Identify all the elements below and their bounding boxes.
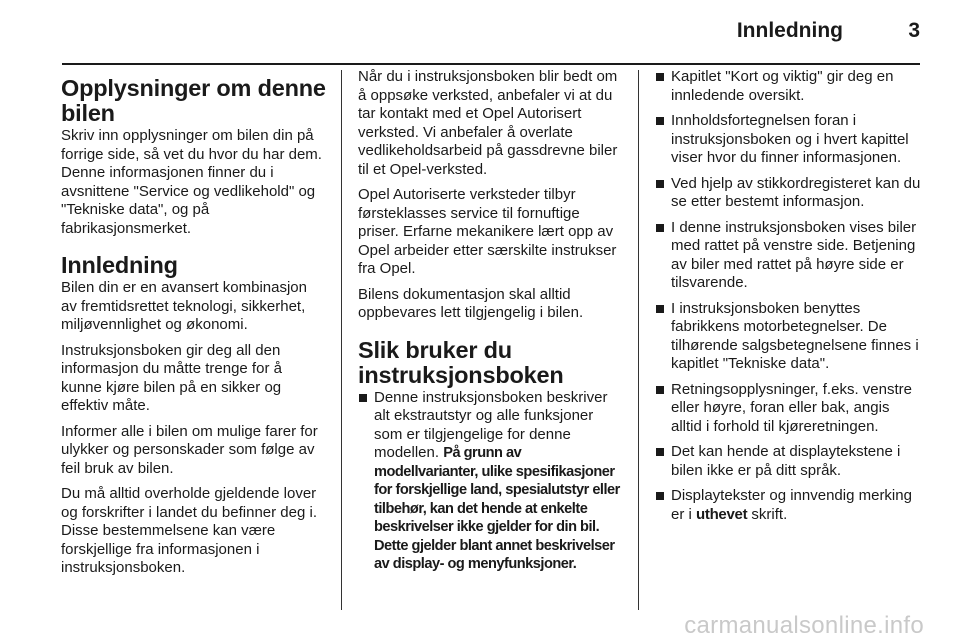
column-2 — [358, 68, 623, 581]
list-item-text: I denne instruksjonsboken vises biler med rattet på venstre side. Betjening av biler med rattet på høyre side er tilsvarende. — [671, 218, 917, 291]
column-divider-1 — [341, 70, 342, 610]
watermark: carmanualsonline.info — [684, 612, 924, 639]
bullet-list — [358, 389, 623, 574]
heading-vehicle-info: Opplysninger om denne bilen — [61, 75, 326, 126]
list-item-bold-text: På grunn av modellvarianter, ulike spesifikasjoner for forskjellige land, spesialutstyr eller tilbehør, kan det hende at enkelte beskrivelser ikke gjelder for din bil. Dette gjelder blant annet beskrivelser av display- og menyfunksjoner. — [374, 445, 620, 572]
list-item-text: skrift. — [747, 505, 788, 523]
heading-introduction: Innledning — [61, 252, 178, 278]
header-rule — [62, 63, 920, 65]
list-item-text: Det kan hende at displaytekstene i bilen ikke er på ditt språk. — [671, 443, 901, 479]
list-item-text: Ved hjelp av stikkordregisteret kan du se etter bestemt informasjon. — [671, 174, 921, 210]
list-item — [655, 381, 923, 437]
paragraph: Bilen din er en avansert kombinasjon av fremtidsrettet teknologi, sikkerhet, miljøvennlighet og økonomi. — [61, 279, 307, 333]
list-item — [655, 300, 923, 374]
list-item-text: Denne instruksjonsboken beskriver alt ekstrautstyr og alle funksjoner som er tilgjengelige for denne modellen. — [374, 388, 608, 461]
list-item — [655, 68, 923, 105]
bullet-list — [655, 68, 923, 524]
paragraph: Du må alltid overholde gjeldende lover og forskrifter i landet du befinner deg i. Disse bestemmelsene kan være forskjellige fra informasjonen i instruksjonsboken. — [61, 485, 317, 576]
list-item-text: Kapitlet "Kort og viktig" gir deg en innledende oversikt. — [671, 68, 894, 104]
square-bullet-icon — [656, 180, 664, 188]
list-item — [358, 389, 623, 574]
list-item — [655, 175, 923, 212]
paragraph: Informer alle i bilen om mulige farer for ulykker og personskader som følge av feil bruk av bilen. — [61, 422, 318, 477]
bold-example-text: uthevet — [696, 505, 748, 523]
column-divider-2 — [638, 70, 639, 610]
square-bullet-icon — [656, 117, 664, 125]
square-bullet-icon — [656, 492, 664, 500]
paragraph: Instruksjonsboken gir deg all den informasjon du måtte trenge for å kunne kjøre bilen på en sikker og effektiv måte. — [61, 341, 282, 414]
list-item — [655, 219, 923, 293]
list-item — [655, 487, 923, 524]
square-bullet-icon — [656, 305, 664, 313]
paragraph: Bilens dokumentasjon skal alltid oppbevares lett tilgjengelig i bilen. — [358, 285, 584, 321]
list-item — [655, 112, 923, 168]
list-item — [655, 443, 923, 480]
square-bullet-icon — [656, 224, 664, 232]
square-bullet-icon — [656, 386, 664, 394]
paragraph: Skriv inn opplysninger om bilen din på forrige side, så vet du hvor du har dem. Denne informasjonen finner du i avsnittene "Service og vedlikehold" og "Tekniske data", og på fabrikasjonsmerket. — [61, 127, 322, 237]
list-item-text: I instruksjonsboken benyttes fabrikkens motorbetegnelser. De tilhørende salgsbetegnelsene finnes i kapitlet "Tekniske data". — [671, 299, 919, 372]
column-3 — [655, 68, 923, 531]
square-bullet-icon — [656, 448, 664, 456]
column-1 — [61, 76, 326, 585]
page-header — [0, 0, 960, 68]
list-item-text: Innholdsfortegnelsen foran i instruksjonsboken og i hvert kapittel viser hvor du finner informasjonen. — [671, 112, 909, 166]
paragraph: Når du i instruksjonsboken blir bedt om å oppsøke verksted, anbefaler vi at du tar kontakt med et Opel Autorisert verksted. Vi anbefaler å overlate vedlikeholdsarbeid på gassdrevne biler til et Opel-verksted. — [358, 68, 618, 178]
heading-how-to-use: Slik bruker du instruksjonsboken — [358, 336, 564, 388]
page-number: 3 — [908, 19, 920, 42]
running-title: Innledning — [736, 19, 843, 42]
list-item-text: Retningsopplysninger, f.eks. venstre eller høyre, foran eller bak, angis alltid i forhold til kjøreretningen. — [671, 380, 912, 435]
list-item-text: Displaytekster og innvendig merking er i — [671, 487, 912, 523]
square-bullet-icon — [656, 73, 664, 81]
paragraph: Opel Autoriserte verksteder tilbyr førsteklasses service til fornuftige priser. Erfarne mekanikere lært opp av Opel arbeider etter særskilte instrukser fra Opel. — [358, 186, 617, 277]
square-bullet-icon — [359, 394, 367, 402]
